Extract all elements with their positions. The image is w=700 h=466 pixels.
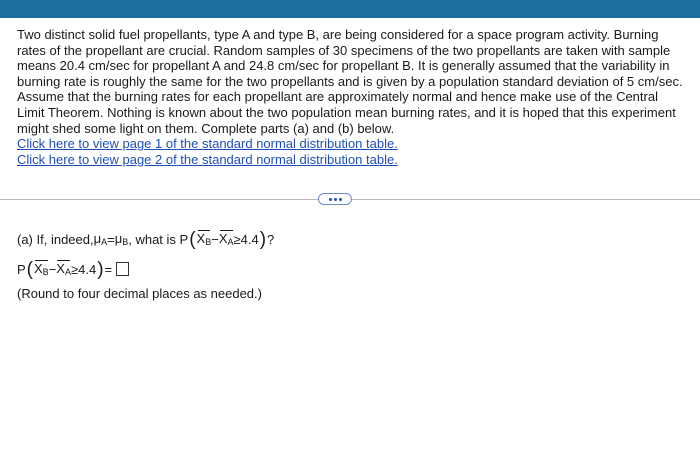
rounding-note: (Round to four decimal places as needed.) xyxy=(17,286,262,301)
part-a-prefix: (a) If, indeed, xyxy=(17,231,94,247)
answer-xbar-b: $X_B$ xyxy=(34,261,49,277)
what-is-text: , what is P xyxy=(128,231,189,247)
ellipsis-icon xyxy=(334,198,337,201)
top-bar xyxy=(0,0,700,18)
equals-sign: = xyxy=(107,231,115,247)
normal-table-page-2-link[interactable]: Click here to view page 2 of the standard normal distribution table. xyxy=(17,151,398,167)
answer-ge: ≥ xyxy=(70,261,79,277)
answer-minus: − xyxy=(48,261,57,277)
part-a-question: (a) If, indeed, $\mu_A$ = $\mu_B$ , what is P ( $X_B$ − $X_A$ ≥ 4.4 ) ? xyxy=(17,228,275,250)
ellipsis-icon xyxy=(329,198,332,201)
xbar-b: $X_B$ xyxy=(196,231,212,247)
problem-statement xyxy=(17,27,689,167)
problem-text: Two distinct solid fuel propellants, type A and type B, are being considered for a space program activity. Burning rates of the propellant are crucial. Random samples of 30 specimens of the two propellants are taken with sample means 20.4 cm/sec for propellant A and 24.8 cm/sec for propellant B. It is generally assumed that the variability in burning rate is roughly the same for the two propellants and is given by a population standard deviation of 5 cm/sec. Assume that the burning rates for each propellant are approximately normal and hence make use of the Central Limit Theorem. Nothing is known about the two population mean burning rates, and it is hoped that this experiment might shed some light on them. Complete parts (a) and (b) below. xyxy=(17,27,683,136)
normal-table-page-1-link[interactable]: Click here to view page 1 of the standard normal distribution table. xyxy=(17,136,398,152)
ellipsis-icon xyxy=(339,198,342,201)
answer-line: P ( $X_B$ − $X_A$ ≥ 4.4 ) = xyxy=(17,261,129,277)
minus-sign: − xyxy=(211,231,219,247)
answer-threshold: 4.4 xyxy=(78,261,97,277)
mu-b: $\mu_B$ xyxy=(114,231,129,247)
answer-input[interactable] xyxy=(116,262,129,276)
mu-a: $\mu_A$ xyxy=(93,231,108,247)
expand-more-button[interactable] xyxy=(318,193,352,205)
threshold-value: 4.4 xyxy=(240,231,259,247)
question-mark: ? xyxy=(267,231,275,247)
answer-xbar-a: $X_A$ xyxy=(56,261,71,277)
ge-sign: ≥ xyxy=(233,231,241,247)
answer-p: P xyxy=(17,261,26,277)
answer-equals: = xyxy=(104,261,113,277)
xbar-a: $X_A$ xyxy=(218,231,234,247)
